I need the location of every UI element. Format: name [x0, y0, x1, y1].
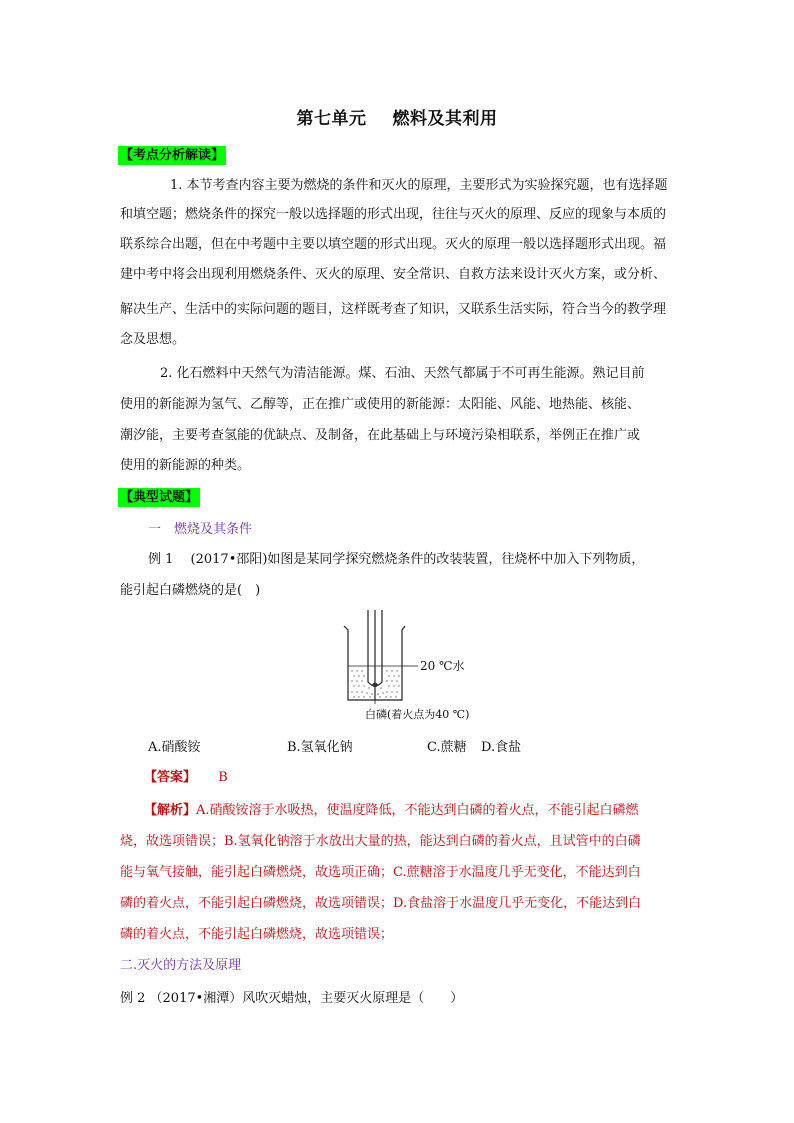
analysis-para1-line: 1. 本节考查内容主要为燃烧的条件和灭火的原理，主要形式为实验探究题，也有选择题: [170, 178, 668, 193]
answer-row: [144, 769, 228, 786]
analysis-para2-line: 使用的新能源的种类。: [120, 458, 251, 473]
analysis-text-line: 烧，故选项错误；B.氢氧化钠溶于水放出大量的热，能达到白磷的着火点，且试管中的白磷: [120, 834, 641, 849]
answer-label: 【答案】: [144, 770, 197, 785]
analysis-para2-line: 2. 化石燃料中天然气为清洁能源。煤、石油、天然气都属于不可再生能源。熟记目前: [160, 366, 645, 381]
figure-phosphorus-label: 白磷(着火点为40 ℃): [365, 708, 470, 721]
analysis-para2-line: 潮汐能，主要考查氢能的优缺点、及制备，在此基础上与环境污染相联系，举例正在推广或: [120, 428, 641, 443]
examples-section-tag: 【典型试题】: [120, 490, 199, 505]
option-a: A.硝酸铵: [148, 740, 201, 755]
option-c: C.蔗糖: [427, 740, 467, 755]
unit-name: 燃料及其利用: [392, 109, 498, 129]
analysis-label: 【解析】: [144, 803, 197, 818]
option-d: D.食盐: [481, 740, 522, 755]
analysis-text-line: A.硝酸铵溶于水吸热，使温度降低，不能达到白磷的着火点，不能引起白磷燃: [196, 803, 639, 818]
analysis-text-line: 磷的着火点，不能引起白磷燃烧，故选项错误；D.食盐溶于水温度几乎无变化，不能达到白: [120, 896, 642, 911]
analysis-section-tag: 【考点分析解读】: [120, 148, 225, 163]
example1-question-line: 例 1 (2017•邵阳)如图是某同学探究燃烧条件的改装装置，往烧杯中加入下列物质，: [148, 552, 645, 567]
figure-water-label: 20 ℃水: [420, 659, 465, 673]
analysis-para1-line: 念及思想。: [120, 332, 186, 347]
example1-question-line: 能引起白磷燃烧的是( ): [120, 583, 261, 598]
answer-value: B: [218, 770, 228, 785]
topic-heading-extinguishing: 二.灭火的方法及原理: [120, 958, 242, 973]
analysis-para1-line: 解决生产、生活中的实际问题的题目，这样既考查了知识，又联系生活实际，符合当今的教学理: [120, 302, 667, 317]
topic-heading-combustion: 一 燃烧及其条件: [148, 522, 253, 537]
analysis-para2-line: 使用的新能源为氢气、乙醇等，正在推广或使用的新能源：太阳能、风能、地热能、核能、: [120, 397, 641, 412]
analysis-para1-line: 和填空题；燃烧条件的探究一般以选择题的形式出现，往往与灭火的原理、反应的现象与本质的: [120, 207, 667, 222]
analysis-row: [144, 802, 639, 819]
unit-number: 第七单元: [296, 109, 367, 129]
page-title: [0, 104, 794, 129]
analysis-text-line: 能与氧气接触，能引起白磷燃烧，故选项正确；C.蔗糖溶于水温度几乎无变化，不能达到白: [120, 865, 641, 880]
beaker-apparatus-figure: [330, 608, 500, 726]
option-b: B.氢氧化钠: [287, 740, 353, 755]
analysis-text-line: 磷的着火点，不能引起白磷燃烧，故选项错误；: [120, 927, 394, 942]
example2-question-line: 例 2 （2017•湘潭）风吹灭蜡烛，主要灭火原理是（ ）: [120, 991, 464, 1006]
analysis-para1-line: 联系综合出题，但在中考题中主要以填空题的形式出现。灭火的原理一般以选择题形式出现。福: [120, 237, 667, 252]
analysis-para1-line: 建中考中将会出现利用燃烧条件、灭火的原理、安全常识、自救方法来设计灭火方案，或分析、: [120, 267, 667, 282]
